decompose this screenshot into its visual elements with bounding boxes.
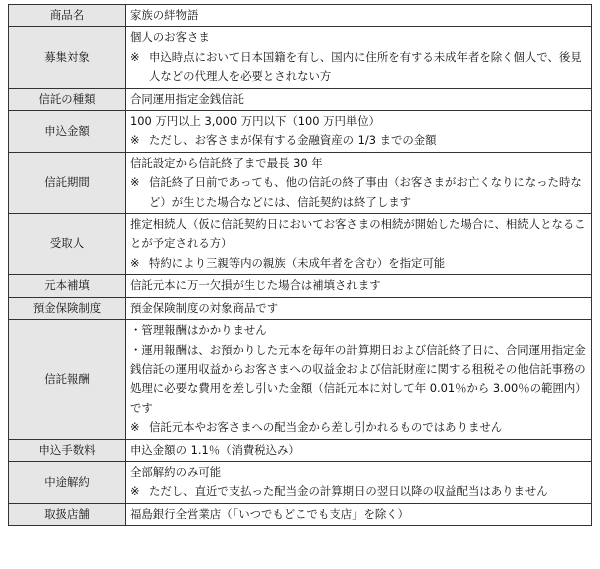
row-label: 預金保険制度 xyxy=(9,297,126,319)
value-paragraph: 推定相続人（仮に信託契約日においてお客さまの相続が開始した場合に、相続人となることが予定される方） xyxy=(130,217,586,251)
row-label: 元本補填 xyxy=(9,275,126,297)
value-note xyxy=(130,48,587,87)
spec-row-product-name xyxy=(9,5,592,27)
value-line: 申込金額の 1.1％（消費税込み） xyxy=(130,442,300,457)
row-value xyxy=(126,503,592,525)
value-line: ・管理報酬はかかりません xyxy=(130,323,267,338)
value-line: 信託設定から信託終了まで最長 30 年 xyxy=(130,155,323,170)
note-text: ただし、直近で支払った配当金の計算期日の翌日以降の収益配当はありません xyxy=(149,484,548,499)
note-text: 信託元本やお客さまへの配当金から差し引かれるものではありません xyxy=(149,420,503,435)
row-label: 申込手数料 xyxy=(9,439,126,461)
spec-row-branches xyxy=(9,503,592,525)
value-note xyxy=(130,173,587,212)
row-value xyxy=(126,297,592,319)
value-line: 家族の絆物語 xyxy=(130,8,199,22)
row-value xyxy=(126,5,592,27)
row-label: 取扱店舗 xyxy=(9,503,126,525)
spec-row-amount xyxy=(9,111,592,153)
value-line: 信託元本に万一欠損が生じた場合は補填されます xyxy=(130,278,381,293)
note-text: 信託終了日前であっても、他の信託の終了事由（お客さまがお亡くなりになった時など）が生じた場合などには、信託契約は終了します xyxy=(149,175,582,209)
row-label: 商品名 xyxy=(9,5,126,27)
row-value xyxy=(126,88,592,110)
note-mark: ※ xyxy=(130,255,140,270)
note-mark: ※ xyxy=(130,175,140,190)
row-value xyxy=(126,214,592,275)
value-line: 100 万円以上 3,000 万円以下（100 万円単位） xyxy=(130,114,381,129)
note-text: 申込時点において日本国籍を有し、国内に住所を有する未成年者を除く個人で、後見人などの代理人を必要とされない方 xyxy=(149,49,582,84)
spec-row-target xyxy=(9,27,592,88)
row-label: 信託報酬 xyxy=(9,320,126,439)
note-mark: ※ xyxy=(130,420,140,435)
row-label: 申込金額 xyxy=(9,111,126,153)
spec-row-early-cancellation xyxy=(9,461,592,503)
row-value xyxy=(126,461,592,503)
spec-row-application-fee xyxy=(9,439,592,461)
value-line: 預金保険制度の対象商品です xyxy=(130,300,279,315)
spec-row-trust-fee xyxy=(9,320,592,439)
spec-row-trust-type xyxy=(9,88,592,110)
row-label: 信託の種類 xyxy=(9,88,126,110)
value-line: 合同運用指定金銭信託 xyxy=(130,91,244,106)
product-spec-sheet xyxy=(8,4,592,526)
note-mark: ※ xyxy=(130,49,140,64)
row-value xyxy=(126,439,592,461)
value-note xyxy=(130,131,587,150)
row-value xyxy=(126,275,592,297)
note-mark: ※ xyxy=(130,133,140,148)
note-text: ただし、お客さまが保有する金融資産の 1/3 までの金額 xyxy=(149,133,437,148)
note-text: 特約により三親等内の親族（未成年者を含む）を指定可能 xyxy=(149,255,446,270)
row-label: 信託期間 xyxy=(9,152,126,213)
row-label: 中途解約 xyxy=(9,461,126,503)
row-value xyxy=(126,320,592,439)
note-mark: ※ xyxy=(130,484,140,499)
value-note xyxy=(130,254,587,273)
value-line: 全部解約のみ可能 xyxy=(130,464,222,479)
spec-row-deposit-insurance xyxy=(9,297,592,319)
row-value xyxy=(126,111,592,153)
value-paragraph: ・運用報酬は、お預かりした元本を毎年の計算期日および信託終了日に、合同運用指定金銭信託の運用収益からお客さまへの収益金および信託財産に関する租税その他信託事務の処理に必要な費用を差し引いた金額（信託元本に対して年 0.01％から 3.00％の範囲内）です xyxy=(130,342,587,415)
spec-row-principal-compensation xyxy=(9,275,592,297)
row-label: 募集対象 xyxy=(9,27,126,88)
value-note xyxy=(130,482,587,501)
row-value xyxy=(126,152,592,213)
value-line: 個人のお客さま xyxy=(130,30,210,45)
spec-row-trust-period xyxy=(9,152,592,213)
value-line: 福島銀行全営業店（「いつでもどこでも支店」を除く） xyxy=(130,506,410,521)
product-spec-table xyxy=(8,4,592,526)
row-value xyxy=(126,27,592,88)
row-label: 受取人 xyxy=(9,214,126,275)
spec-row-beneficiary xyxy=(9,214,592,275)
value-note xyxy=(130,418,587,437)
